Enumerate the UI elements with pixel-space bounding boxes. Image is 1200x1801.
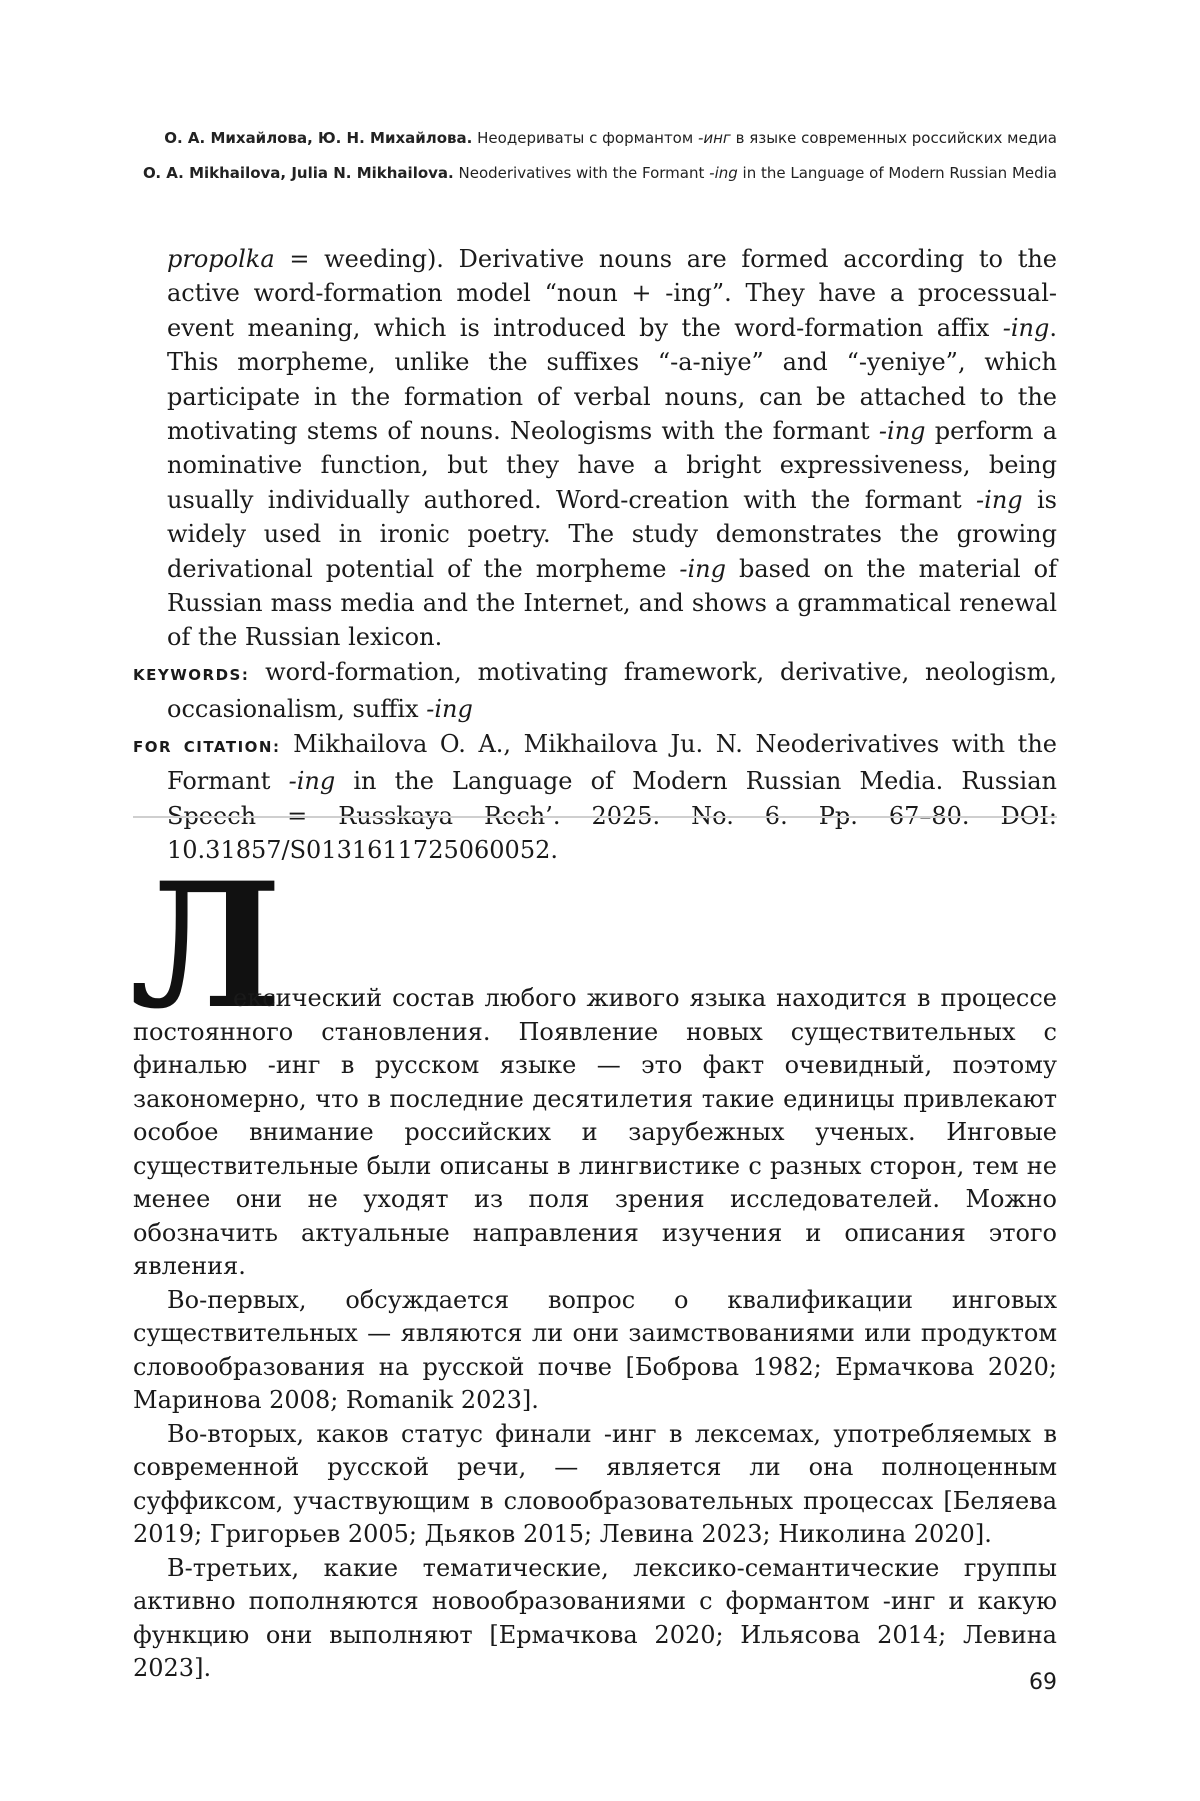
section-divider: [133, 816, 1057, 818]
abstract-sentence: perform a nominative function, but they have a bright expressiveness, being usually individually authored. Word-creation with the formant: [167, 417, 1057, 514]
header-ru-authors: О. А. Михайлова, Ю. Н. Михайлова.: [164, 129, 473, 147]
abstract-ing-term: -ing: [1002, 313, 1050, 342]
abstract-sentence: = weeding). Derivative nouns are formed according to the active word-formation model “noun + -ing”. They have a processual-event meaning, which is introduced by the word-formation affix: [167, 245, 1057, 342]
header-en-formant: -ing: [709, 164, 738, 182]
body-paragraph-1: ексический состав любого живого языка находится в процессе постоянного становления. Появление новых существительных с финалью -инг в русском языке — это факт очевидный, поэтому закономерно, что в последние десятилетия такие единицы привлекают особое внимание российских и зарубежных ученых. Инговые существительные были описаны в лингвистике с разных сторон, тем не менее они не уходят из поля зрения исследователей. Можно обозначить актуальные направления изучения и описания этого явления.: [133, 984, 1057, 1280]
keywords-ing: -ing: [426, 695, 473, 724]
citation-ing: -ing: [288, 767, 336, 796]
abstract-ing-term: -ing: [878, 417, 926, 446]
abstract-sentence: . This morpheme, unlike the suffixes “-a-niye” and “-yeniye”, which participate in the formation of verbal nouns, can be attached to the motivating stems of nouns. Neologisms with the formant: [167, 313, 1057, 446]
abstract-sentence: is widely used in ironic poetry. The study demonstrates the growing derivational potential of the morpheme: [167, 485, 1058, 583]
header-ru-title-post: в языке современных российских медиа: [730, 129, 1057, 147]
abstract-ing-term: -ing: [679, 554, 726, 583]
abstract-sentence: based on the material of Russian mass media and the Internet, and shows a grammatical renewal of the Russian lexicon.: [167, 554, 1057, 652]
citation-text-pre: Mikhailova O. A., Mikhailova Ju. N. Neoderivatives with the Formant: [167, 729, 1057, 796]
citation-label: FOR CITATION:: [133, 737, 281, 756]
header-en-title-pre: Neoderivatives with the Formant: [458, 164, 710, 182]
header-ru-formant: -инг: [697, 129, 731, 147]
header-en-title-post: in the Language of Modern Russian Media: [737, 164, 1057, 182]
abstract-term-propolka: propolka: [167, 245, 275, 273]
body-paragraph-2: Во-первых, обсуждается вопрос о квалификации инговых существительных — являются ли они заимствованиями или продуктом словообразования на русской почве [Боброва 1982; Ермачкова 2020; Маринова 2008; Romanik 2023].: [133, 1285, 1057, 1414]
abstract-block: [133, 242, 1057, 867]
keywords-label: KEYWORDS:: [133, 665, 250, 684]
keywords-text: word-formation, motivating framework, derivative, neologism, occasionalism, suffix: [167, 657, 1057, 724]
running-header-en: [133, 164, 1057, 182]
keywords: [133, 655, 1057, 727]
abstract-text: [133, 242, 1057, 655]
header-en-authors: O. A. Mikhailova, Julia N. Mikhailova.: [142, 164, 454, 182]
drop-cap: Л: [130, 844, 283, 1047]
body-paragraph-3: Во-вторых, каков статус финали -инг в лексемах, употребляемых в современной русской речи, — является ли она полноценным суффиксом, участвующим в словообразовательных процессах [Беляева 2019; Григорьев 2005; Дьяков 2015; Левина 2023; Николина 2020].: [133, 1419, 1057, 1548]
citation-text-post: in the Language of Modern Russian Media. Russian Speech = Russkaya Rech’. 2025. No. 6. Pp. 67–80. DOI: 10.31857/S0131611725060052.: [167, 767, 1057, 864]
abstract-ing-term: -ing: [976, 485, 1023, 514]
header-ru-title-pre: Неодериваты с формантом: [477, 129, 698, 147]
running-header-ru: [133, 129, 1057, 147]
page-number: 69: [1029, 1670, 1057, 1695]
body-paragraph-4: В-третьих, какие тематические, лексико-семантические группы активно пополняются новообразованиями с формантом -инг и какую функцию они выполняют [Ермачкова 2020; Ильясова 2014; Левина 2023].: [133, 1553, 1057, 1682]
article-body: [133, 982, 1057, 1686]
